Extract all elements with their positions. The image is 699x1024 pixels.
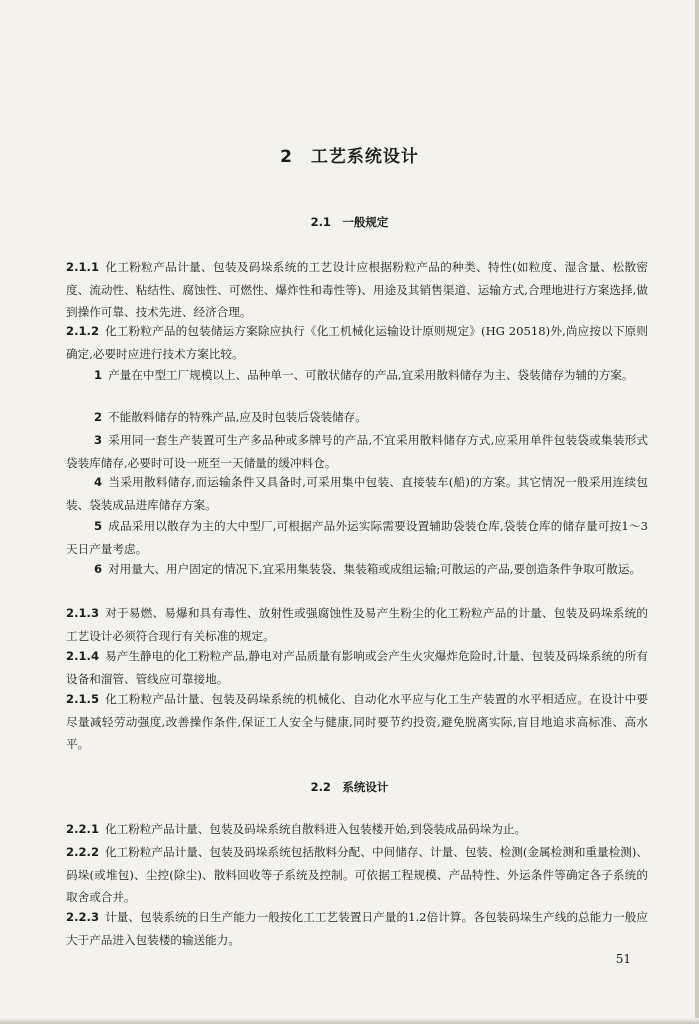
clause-2-2-3 (66, 906, 648, 951)
list-item (66, 406, 648, 429)
item-text: 对用量大、用户固定的情况下,宜采用集装袋、集装箱或成组运输;可散运的产品,要创造条件争取可散运。 (108, 562, 642, 576)
item-number: 3 (94, 433, 103, 447)
clause-text: 对于易燃、易爆和具有毒性、放射性或强腐蚀性及易产生粉尘的化工粉粒产品的计量、包装及码垛系统的工艺设计必须符合现行有关标准的规定。 (66, 606, 648, 643)
list-item (66, 558, 648, 581)
item-text: 不能散料储存的特殊产品,应及时包装后袋装储存。 (108, 410, 367, 424)
clause-number: 2.1.3 (66, 606, 100, 620)
section-title-2-2: 2.2 系统设计 (310, 780, 389, 794)
list-item (66, 429, 648, 474)
clause-2-2-1 (66, 818, 648, 841)
clause-number: 2.2.3 (66, 910, 100, 924)
clause-text: 化工粉粒产品计量、包装及码垛系统的机械化、自动化水平应与化工生产装置的水平相适应。在设计中要尽量减轻劳动强度,改善操作条件,保证工人安全与健康,同时要节约投资,避免脱离实际,盲目地追求高标准、高水平。 (66, 692, 648, 751)
clause-text: 化工粉粒产品计量、包装及码垛系统包括散料分配、中间储存、计量、包装、检测(金属检测和重量检测)、码垛(或堆包)、尘控(除尘)、散料回收等子系统及控制。可依据工程规模、产品特性、外运条件等确定各子系统的取舍或合并。 (66, 845, 648, 904)
item-number: 6 (94, 562, 103, 576)
clause-text: 化工粉粒产品的包装储运方案除应执行《化工机械化运输设计原则规定》(HG 20518)外,尚应按以下原则确定,必要时应进行技术方案比较。 (66, 324, 648, 361)
clause-text: 易产生静电的化工粉粒产品,静电对产品质量有影响或会产生火灾爆炸危险时,计量、包装及码垛系统的所有设备和溜管、管线应可靠接地。 (66, 649, 648, 686)
clause-number: 2.2.1 (66, 822, 100, 836)
scan-edge (695, 0, 699, 1024)
list-item (66, 364, 648, 387)
clause-number: 2.1.5 (66, 692, 100, 706)
scan-bottom-edge (0, 1018, 699, 1024)
clause-number: 2.1.4 (66, 649, 100, 663)
clause-2-2-2 (66, 841, 648, 909)
clause-text: 化工粉粒产品计量、包装及码垛系统的工艺设计应根据粉粒产品的种类、特性(如粒度、湿含量、松散密度、流动性、粘结性、腐蚀性、可燃性、爆炸性和毒性等)、用途及其销售渠道、运输方式,合理地进行方案选择,做到操作可靠、技术先进、经济合理。 (66, 260, 648, 319)
clause-2-1-1 (66, 256, 648, 324)
item-text: 当采用散料储存,而运输条件又具备时,可采用集中包装、直接装车(船)的方案。其它情况一般采用连续包装、袋装成品进库储存方案。 (66, 475, 648, 512)
clause-number: 2.1.2 (66, 324, 100, 338)
item-number: 1 (94, 368, 103, 382)
item-text: 采用同一套生产装置可生产多品种或多牌号的产品,不宜采用散料储存方式,应采用单件包装袋或集装形式袋装库储存,必要时可设一班至一天储量的缓冲料仓。 (66, 433, 648, 470)
chapter-title: 2 工艺系统设计 (280, 147, 419, 167)
clause-2-1-3 (66, 602, 648, 647)
clause-text: 化工粉粒产品计量、包装及码垛系统自散料进入包装楼开始,到袋装成品码垛为止。 (105, 822, 527, 836)
item-text: 产量在中型工厂规模以上、品种单一、可散状储存的产品,宜采用散料储存为主、袋装储存为辅的方案。 (108, 368, 634, 382)
item-number: 2 (94, 410, 103, 424)
clause-number: 2.2.2 (66, 845, 100, 859)
clause-number: 2.1.1 (66, 260, 100, 274)
clause-2-1-5 (66, 688, 648, 756)
item-text: 成品采用以散存为主的大中型厂,可根据产品外运实际需要设置辅助袋装仓库,袋装仓库的储存量可按1～3天日产量考虑。 (66, 519, 648, 556)
clause-2-1-4 (66, 645, 648, 690)
clause-2-1-2 (66, 320, 648, 365)
clause-text: 计量、包装系统的日生产能力一般按化工工艺装置日产量的1.2倍计算。各包装码垛生产线的总能力一般应大于产品进入包装楼的输送能力。 (66, 910, 648, 947)
item-number: 5 (94, 519, 103, 533)
section-title-2-1: 2.1 一般规定 (310, 215, 389, 229)
page-number: 51 (615, 952, 631, 966)
item-number: 4 (94, 475, 103, 489)
list-item (66, 471, 648, 516)
list-item (66, 515, 648, 560)
